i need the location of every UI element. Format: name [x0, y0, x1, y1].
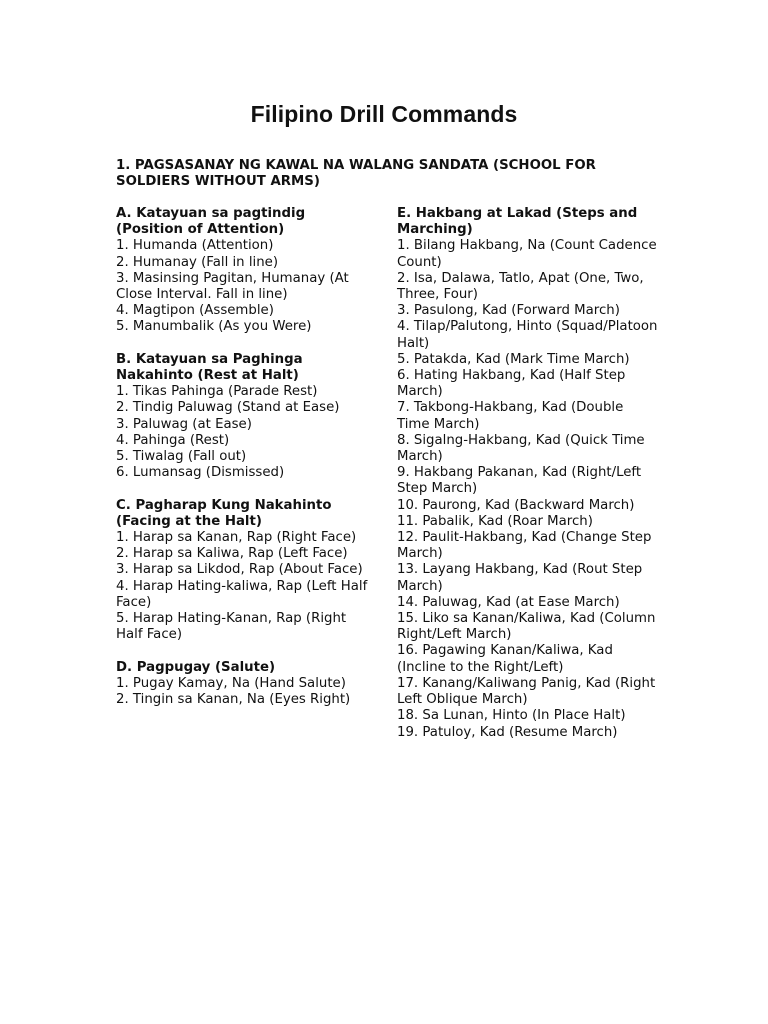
list-item: 8. Sigalng-Hakbang, Kad (Quick Time March): [397, 432, 645, 465]
command-group-a: [116, 206, 372, 336]
list-item: 11. Pabalik, Kad (Roar March): [397, 513, 593, 529]
list-item: 1. Tikas Pahinga (Parade Rest): [116, 384, 318, 400]
list-item: 3. Paluwag (at Ease): [116, 416, 252, 432]
command-group-c: [116, 498, 372, 644]
right-column: [397, 206, 659, 757]
list-item: 13. Layang Hakbang, Kad (Rout Step March): [397, 562, 643, 594]
list-item: 16. Pagawing Kanan/Kaliwa, Kad (Incline to the Right/Left): [397, 643, 613, 675]
command-group-e: [397, 206, 659, 741]
command-list: [116, 238, 372, 335]
list-item: 5. Patakda, Kad (Mark Time March): [397, 351, 630, 367]
group-title: D. Pagpugay (Salute): [116, 659, 276, 675]
list-item: 1. Bilang Hakbang, Na (Count Cadence Count): [397, 238, 657, 270]
list-item: 3. Harap sa Likdod, Rap (About Face): [116, 562, 363, 578]
list-item: 2. Harap sa Kaliwa, Rap (Left Face): [116, 546, 348, 562]
list-item: 19. Patuloy, Kad (Resume March): [397, 724, 618, 740]
list-item: 2. Humanay (Fall in line): [116, 254, 279, 270]
list-item: 1. Humanda (Attention): [116, 238, 274, 254]
section-heading: 1. PAGSASANAY NG KAWAL NA WALANG SANDATA (SCHOOL FOR SOLDIERS WITHOUT ARMS): [116, 158, 596, 190]
list-item: 4. Tilap/Palutong, Hinto (Squad/Platoon Halt): [397, 319, 658, 351]
list-item: 17. Kanang/Kaliwang Panig, Kad (Right Left Oblique March): [397, 675, 656, 708]
list-item: 5. Harap Hating-Kanan, Rap (Right Half Face): [116, 611, 347, 643]
command-list: [116, 384, 372, 481]
list-item: 3. Pasulong, Kad (Forward March): [397, 303, 620, 319]
command-group-d: [116, 660, 372, 709]
list-item: 1. Harap sa Kanan, Rap (Right Face): [116, 530, 357, 546]
list-item: 6. Lumansag (Dismissed): [116, 465, 285, 481]
list-item: 5. Tiwalag (Fall out): [116, 449, 247, 465]
list-item: 6. Hating Hakbang, Kad (Half Step March): [397, 368, 626, 400]
list-item: 2. Tingin sa Kanan, Na (Eyes Right): [116, 692, 351, 708]
command-list: [116, 676, 372, 708]
group-title: B. Katayuan sa Paghinga Nakahinto (Rest at Halt): [116, 351, 303, 384]
list-item: 14. Paluwag, Kad (at Ease March): [397, 594, 620, 610]
list-item: 12. Paulit-Hakbang, Kad (Change Step March): [397, 530, 652, 562]
list-item: 3. Masinsing Pagitan, Humanay (At Close Interval. Fall in line): [116, 270, 349, 303]
list-item: 1. Pugay Kamay, Na (Hand Salute): [116, 675, 346, 691]
group-title: E. Hakbang at Lakad (Steps and Marching): [397, 206, 638, 238]
list-item: 4. Harap Hating-kaliwa, Rap (Left Half Face): [116, 578, 368, 610]
list-item: 18. Sa Lunan, Hinto (In Place Halt): [397, 708, 626, 724]
list-item: 10. Paurong, Kad (Backward March): [397, 497, 635, 513]
command-list: [397, 238, 659, 740]
list-item: 15. Liko sa Kanan/Kaliwa, Kad (Column Right/Left March): [397, 611, 656, 643]
group-title: C. Pagharap Kung Nakahinto (Facing at the Halt): [116, 497, 332, 529]
page-title: Filipino Drill Commands: [250, 101, 518, 127]
list-item: 4. Pahinga (Rest): [116, 432, 230, 448]
list-item: 9. Hakbang Pakanan, Kad (Right/Left Step March): [397, 465, 642, 497]
list-item: 4. Magtipon (Assemble): [116, 303, 274, 319]
group-title: A. Katayuan sa pagtindig (Position of Attention): [116, 206, 306, 238]
list-item: 5. Manumbalik (As you Were): [116, 319, 312, 335]
command-group-b: [116, 352, 372, 482]
list-item: 7. Takbong-Hakbang, Kad (Double Time March): [397, 400, 624, 432]
left-column: [116, 206, 372, 724]
list-item: 2. Tindig Paluwag (Stand at Ease): [116, 400, 340, 416]
list-item: 2. Isa, Dalawa, Tatlo, Apat (One, Two, Three, Four): [397, 270, 644, 303]
command-list: [116, 530, 372, 643]
